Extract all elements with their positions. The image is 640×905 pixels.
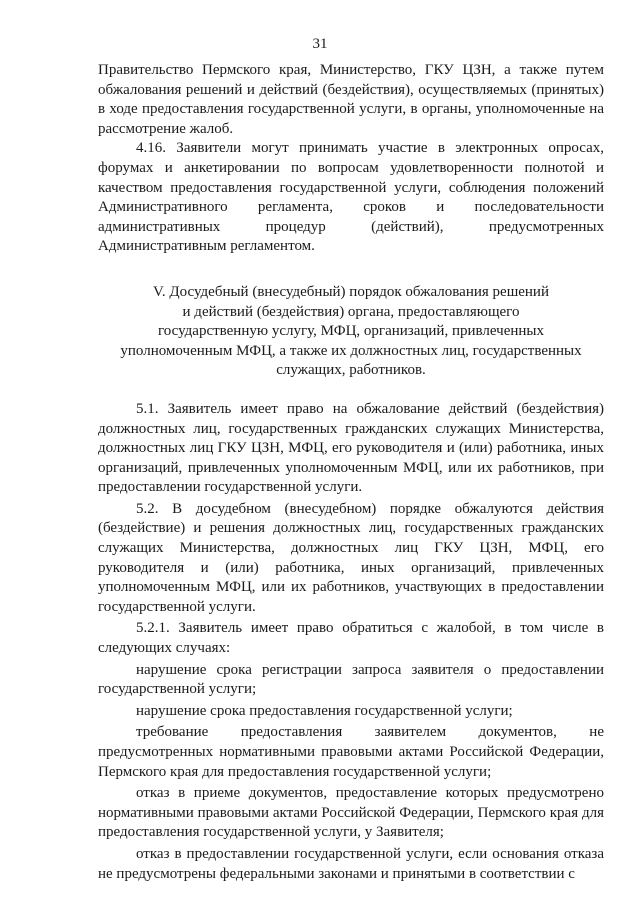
paragraph-4-16: 4.16. Заявители могут принимать участие в электронных опросах, форумах и анкетировании по вопросам удовлетворенности полнотой и качеством предоставления государственной услуги, соблюдения положений Административного регламента, сроков и последовательности административных процедур (действий), предусмотренных Административным регламентом. (98, 140, 604, 255)
list-item: нарушение срока предоставления государственной услуги; (136, 702, 513, 719)
list-item: требование предоставления заявителем документов, не предусмотренных нормативными правовыми актами Российской Федерации, Пермского края для предоставления государственной услуги; (98, 724, 604, 780)
section-heading-line: уполномоченным МФЦ, а также их должностных лиц, государственных (120, 342, 582, 359)
paragraph-continuation: Правительство Пермского края, Министерство, ГКУ ЦЗН, а также путем обжалования решений и действий (бездействия), осуществляемых (принятых) в ходе предоставления государственной услуги, в органы, уполномоченные на рассмотрение жалоб. (98, 62, 604, 137)
section-v-heading (98, 283, 604, 381)
list-item: отказ в приеме документов, предоставление которых предусмотрено нормативными правовыми актами Российской Федерации, Пермского края для предоставления государственной услуги, у Заявителя; (98, 785, 604, 841)
list-item: нарушение срока регистрации запроса заявителя о предоставлении государственной услуги; (98, 661, 604, 698)
section-heading-line: государственную услугу, МФЦ, организаций, привлеченных (157, 323, 545, 340)
page-number: 31 (312, 36, 328, 52)
section-heading-line: и действий (бездействия) органа, предоставляющего (182, 303, 520, 320)
paragraph-5-2: 5.2. В досудебном (внесудебном) порядке обжалуются действия (бездействие) и решения должностных лиц, государственных гражданских служащих Министерства, должностных лиц ГКУ ЦЗН, МФЦ, его руководителя и (или) работника, иных организаций, привлеченных уполномоченным МФЦ, или их работников, участвующих в предоставлении государственной услуги. (98, 500, 604, 615)
paragraph-5-1: 5.1. Заявитель имеет право на обжалование действий (бездействия) должностных лиц, государственных гражданских служащих Министерства, должностных лиц ГКУ ЦЗН, МФЦ, его руководителя и (или) работника, иных организаций, привлеченных уполномоченным МФЦ, или их работников, при предоставлении государственной услуги. (98, 400, 604, 496)
paragraph-5-2-1: 5.2.1. Заявитель имеет право обратиться с жалобой, в том числе в следующих случаях: (98, 620, 604, 657)
document-body (98, 61, 604, 884)
section-heading-line: служащих, работников. (276, 362, 426, 379)
list-item: отказ в предоставлении государственной услуги, если основания отказа не предусмотрены федеральными законами и принятыми в соответствии с (98, 845, 604, 882)
section-heading-line: V. Досудебный (внесудебный) порядок обжалования решений (153, 283, 549, 300)
